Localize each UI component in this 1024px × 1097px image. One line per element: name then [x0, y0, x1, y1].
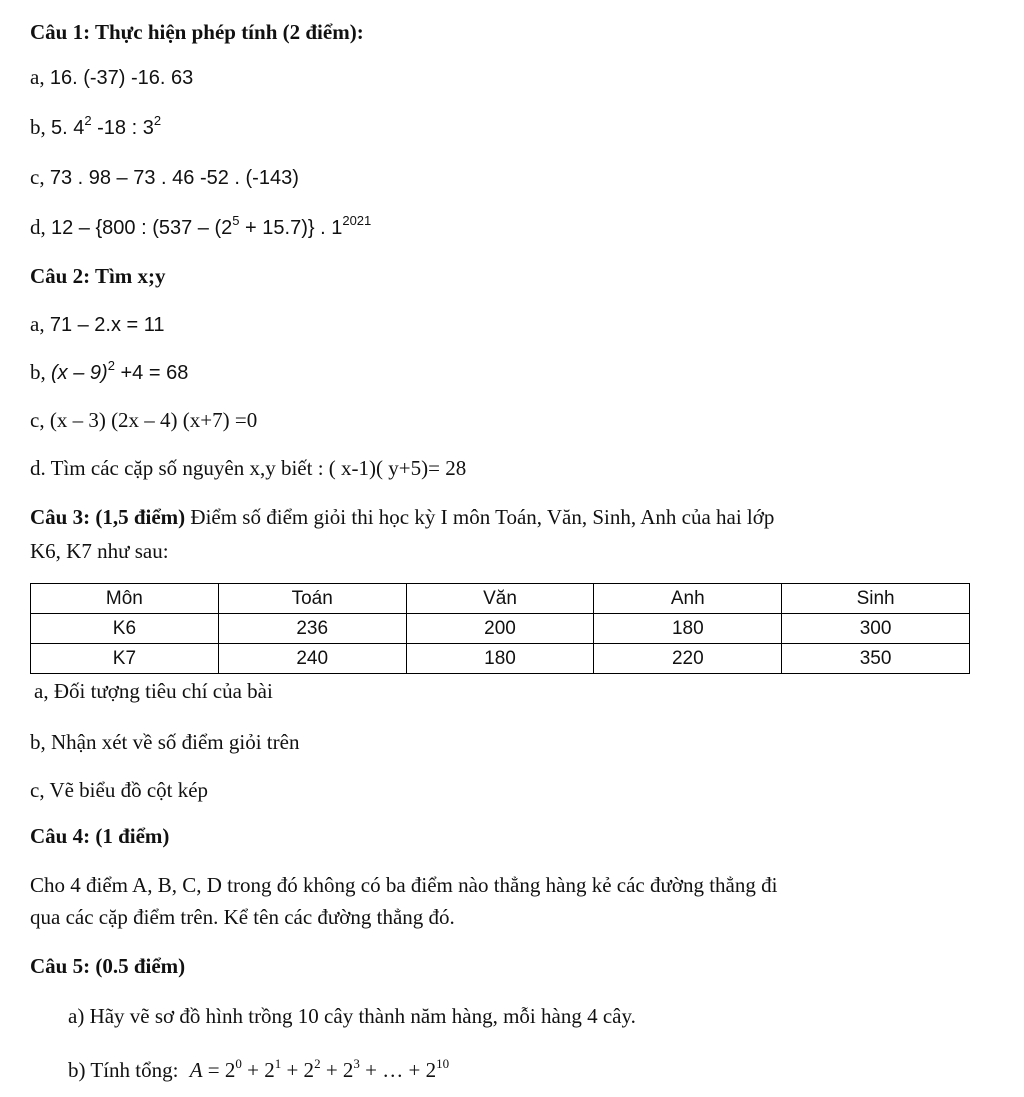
table-cell: 180 [406, 644, 594, 674]
q5-b-p2: + 2 [281, 1058, 315, 1082]
q1-a-label: a, [30, 65, 50, 89]
table-header-cell: Toán [218, 584, 406, 614]
table-header-cell: Môn [31, 584, 219, 614]
q2-b-exp: 2 [107, 358, 115, 373]
q5-b-e2: 2 [314, 1056, 321, 1071]
table-cell: 350 [782, 644, 970, 674]
q5-b-var: A [189, 1058, 203, 1082]
table-cell: 300 [782, 614, 970, 644]
q5-b-p1: + 2 [241, 1058, 275, 1082]
q5-b-label: b) Tính tổng: [68, 1058, 184, 1082]
table-header-row [31, 584, 970, 614]
q2-c-label: c, [30, 408, 50, 432]
q1-a-expr: 16. (-37) -16. 63 [49, 67, 194, 89]
table-row [31, 644, 970, 674]
q1-d-label: d, [30, 215, 51, 239]
scores-table [30, 583, 970, 674]
q2-title: Câu 2: Tìm x;y [30, 264, 166, 288]
q2-a [30, 310, 165, 339]
q3-c: c, Vẽ biểu đồ cột kép [30, 778, 209, 802]
table-cell: 200 [406, 614, 594, 644]
q5-b-e1: 1 [274, 1056, 282, 1071]
q1-d-mid: + 15.7)} . 1 [239, 217, 343, 239]
q1-d-exp1: 5 [232, 213, 240, 228]
q1-b-exp2: 2 [153, 113, 162, 128]
q1-b-pre: 5. 4 [51, 117, 85, 139]
q3-text-line2: K6, K7 như sau: [30, 539, 169, 563]
table-cell: K6 [31, 614, 219, 644]
table-cell: 240 [218, 644, 406, 674]
q1-c [30, 163, 299, 192]
q5-a: a) Hãy vẽ sơ đồ hình trồng 10 cây thành năm hàng, mỗi hàng 4 cây. [68, 1004, 636, 1028]
q3-title: Câu 3: (1,5 điểm) [30, 505, 186, 529]
table-header-cell: Anh [594, 584, 782, 614]
q2-a-label: a, [30, 312, 50, 336]
q1-b-label: b, [30, 115, 51, 139]
q4-line1: Cho 4 điểm A, B, C, D trong đó không có ba điểm nào thẳng hàng kẻ các đường thẳng đi [30, 873, 778, 897]
q2-b-pre: (x – 9) [51, 362, 108, 384]
q5-b-e3: 3 [353, 1056, 360, 1071]
q1-c-expr: 73 . 98 – 73 . 46 -52 . (-143) [49, 167, 299, 189]
q2-b [30, 358, 188, 387]
table-header-cell: Sinh [782, 584, 970, 614]
q1-b-mid: -18 : 3 [91, 117, 154, 139]
table-header-cell: Văn [406, 584, 594, 614]
q3-b: b, Nhận xét về số điểm giỏi trên [30, 730, 300, 754]
q4-line2: qua các cặp điểm trên. Kể tên các đường thẳng đó. [30, 905, 455, 929]
table-cell: K7 [31, 644, 219, 674]
q2-c [30, 406, 257, 434]
q1-a [30, 63, 193, 92]
table-cell: 180 [594, 614, 782, 644]
q2-b-post: +4 = 68 [114, 362, 189, 384]
q5-b-eq: = 2 [202, 1058, 236, 1082]
q1-c-label: c, [30, 165, 50, 189]
q3-text-line1: Điểm số điểm giỏi thi học kỳ I môn Toán, Văn, Sinh, Anh của hai lớp [185, 505, 775, 529]
table-cell: 236 [218, 614, 406, 644]
q3-a: a, Đối tượng tiêu chí của bài [34, 679, 273, 703]
q3-intro [30, 503, 774, 531]
q1-title: Câu 1: Thực hiện phép tính (2 điểm): [30, 20, 364, 44]
q5-b-e0: 0 [235, 1056, 242, 1071]
q1-d [30, 213, 371, 242]
q5-b-p4: + … + 2 [359, 1058, 437, 1082]
q1-b-exp1: 2 [84, 113, 92, 128]
q2-c-expr: (x – 3) (2x – 4) (x+7) =0 [49, 408, 258, 432]
table-row [31, 614, 970, 644]
q1-d-exp2: 2021 [342, 213, 372, 228]
table-cell: 220 [594, 644, 782, 674]
q4-title: Câu 4: (1 điểm) [30, 824, 170, 848]
q5-b-e10: 10 [436, 1056, 450, 1071]
q5-b-p3: + 2 [320, 1058, 354, 1082]
q2-b-label: b, [30, 360, 51, 384]
q1-b [30, 113, 161, 142]
q5-b [68, 1056, 449, 1084]
q5-title: Câu 5: (0.5 điểm) [30, 954, 186, 978]
q2-a-expr: 71 – 2.x = 11 [49, 314, 165, 336]
q1-d-pre: 12 – {800 : (537 – (2 [51, 217, 233, 239]
q2-d: d. Tìm các cặp số nguyên x,y biết : ( x-1)( y+5)= 28 [30, 456, 467, 480]
